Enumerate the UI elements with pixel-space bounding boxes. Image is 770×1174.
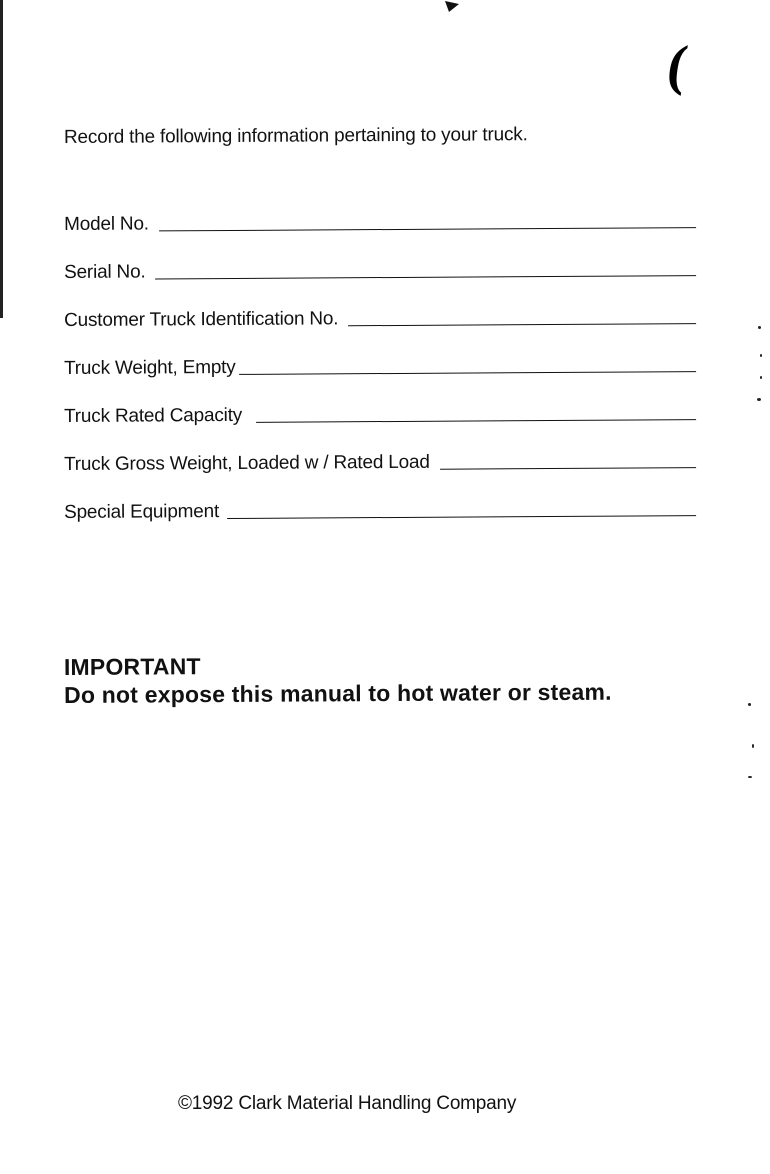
fill-in-line[interactable] [227,515,696,519]
customer-truck-id-field[interactable] [64,282,696,334]
notice-heading: IMPORTANT [63,653,201,680]
truck-rated-capacity-field[interactable] [64,378,696,430]
scan-smudge-mark [444,0,460,13]
truck-gross-weight-field[interactable] [64,426,696,478]
fill-in-line[interactable] [159,227,696,231]
fill-in-line[interactable] [240,371,697,375]
truck-info-form [64,190,696,526]
fill-in-line[interactable] [156,275,697,279]
scan-edge-mark [0,0,3,318]
intro-text: Record the following information pertaining to your truck. [63,124,528,148]
field-label: Customer Truck Identification No. [64,308,339,331]
field-label: Truck Rated Capacity [64,404,243,427]
copyright-text: ©1992 Clark Material Handling Company [178,1093,517,1114]
notice-text: Do not expose this manual to hot water or steam. [64,678,612,708]
scan-bracket-mark: ( [663,35,692,97]
important-notice [64,650,612,709]
field-label: Truck Gross Weight, Loaded w / Rated Load [64,451,430,475]
field-label: Serial No. [64,261,146,283]
serial-no-field[interactable] [64,234,696,286]
truck-weight-empty-field[interactable] [64,330,696,382]
fill-in-line[interactable] [440,467,696,470]
field-label: Model No. [64,213,149,235]
model-no-field[interactable] [64,186,696,238]
fill-in-line[interactable] [348,323,696,326]
special-equipment-field[interactable] [64,474,696,526]
fill-in-line[interactable] [256,419,696,423]
field-label: Special Equipment [64,501,220,523]
field-label: Truck Weight, Empty [64,356,236,379]
